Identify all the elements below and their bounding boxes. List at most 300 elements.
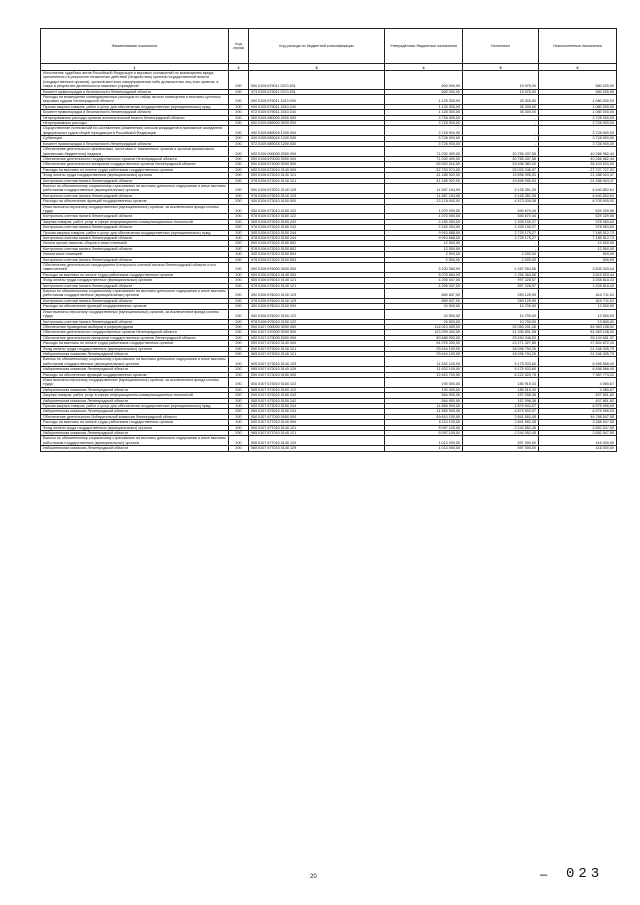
row-approved: 52 753 074,00: [385, 167, 463, 172]
row-approved: 71 032 400,00: [385, 147, 463, 157]
row-line-code: 200: [229, 219, 249, 224]
row-executed: 25 494 248,63: [463, 335, 539, 340]
row-executed: 10 700,00: [463, 309, 539, 319]
row-budget-code: 978 0106 673010 0140 121: [249, 178, 385, 183]
row-executed: 18 096 794,25: [463, 351, 539, 356]
row-name: Непрограммные расходы органов исполнительной власти Ленинградской области: [41, 115, 229, 120]
row-name: Уплата иных платежей: [41, 252, 229, 257]
row-name: Закупка товаров, работ, услуг в сфере информационно-коммуникационных технологий: [41, 393, 229, 398]
row-name: Избирательная комиссия Ленинградской области: [41, 367, 229, 372]
row-approved: 2 183 254,00: [385, 225, 463, 230]
row-line-code: 200: [229, 263, 249, 273]
row-budget-code: 000 0107 677010 0140 129: [249, 436, 385, 446]
row-budget-code: 065 0107 673010 0150 242: [249, 398, 385, 403]
row-unexecuted: 4 080,67: [539, 387, 617, 392]
row-line-code: 200: [229, 183, 249, 193]
row-unexecuted: 13 800,00: [539, 304, 617, 309]
row-approved: 5 100 384,00: [385, 263, 463, 273]
row-approved: 1 013 000,00: [385, 446, 463, 451]
row-name: Контрольно-счетная палата Ленинградской области: [41, 257, 229, 262]
row-executed: 4 879 903,07: [463, 409, 539, 414]
row-approved: 12 610 700,00: [385, 372, 463, 377]
row-unexecuted: 529 329,56: [539, 204, 617, 214]
row-budget-code: 000 0106 670000 0000 000: [249, 156, 385, 161]
row-executed: 2 841 552,45: [463, 420, 539, 425]
row-unexecuted: 13 800,00: [539, 319, 617, 324]
row-name: Расходы на выплаты по оплате труда работников государственных органов: [41, 167, 229, 172]
row-executed: 597 000,00: [463, 446, 539, 451]
row-budget-code: 000 0107 673010 0140 129: [249, 357, 385, 367]
row-approved: 114 013 400,00: [385, 324, 463, 329]
row-unexecuted: 407 801,62: [539, 398, 617, 403]
row-budget-code: 000 0106 673010 0150 244: [249, 230, 385, 235]
row-approved: 11 855 900,00: [385, 409, 463, 414]
row-budget-code: 000 0106 673010 0150 000: [249, 199, 385, 204]
row-approved: 4 206 047,00: [385, 278, 463, 283]
row-approved: 1 125 300,00: [385, 95, 463, 105]
row-line-code: 200: [229, 71, 249, 90]
row-unexecuted: 7 185 512,73: [539, 230, 617, 235]
row-unexecuted: 580 025,00: [539, 89, 617, 94]
row-name: Взносы по обязательному социальному страхованию на выплаты денежного содержания и иные выплаты работникам государственных (муниципальных) органов: [41, 436, 229, 446]
row-line-code: 200: [229, 104, 249, 109]
row-approved: 13 178 942,00: [385, 199, 463, 204]
row-executed: 5 126 351,39: [463, 183, 539, 193]
row-executed: 6 222 920,78: [463, 372, 539, 377]
budget-expense-table: [40, 28, 617, 452]
row-executed: 2 725 175,27: [463, 236, 539, 241]
row-unexecuted: 3 208 818,43: [539, 283, 617, 288]
row-name: Фонд оплаты труда государственных (муниципальных) органов: [41, 278, 229, 283]
row-unexecuted: 6 440 802,61: [539, 193, 617, 198]
row-budget-code: 065 0107 677010 0140 129: [249, 446, 385, 451]
row-line-code: 200: [229, 204, 249, 214]
row-budget-code: 000 0106 673010 0140 000: [249, 167, 385, 172]
row-approved: 65 932 016,00: [385, 162, 463, 167]
row-line-code: 200: [229, 278, 249, 283]
row-unexecuted: 500,00: [539, 252, 617, 257]
row-executed: 259 125,99: [463, 289, 539, 299]
row-budget-code: 000 0106 676010 0140 000: [249, 272, 385, 277]
table-row: [41, 377, 617, 387]
row-executed: 2 841 552,45: [463, 414, 539, 419]
row-approved: 2 500,00: [385, 257, 463, 262]
row-line-code: 200: [229, 257, 249, 262]
row-unexecuted: 1 080 000,00: [539, 110, 617, 115]
row-unexecuted: 6 975 996,93: [539, 409, 617, 414]
row-executed: -: [463, 126, 539, 136]
row-approved: 1 125 300,00: [385, 110, 463, 115]
table-row: [41, 95, 617, 105]
row-budget-code: 000 0106 673010 0150 853: [249, 252, 385, 257]
column-number: 3: [249, 64, 385, 71]
row-approved: 4 206 047,00: [385, 283, 463, 288]
row-unexecuted: 8 705 905,92: [539, 199, 617, 204]
row-line-code: 200: [229, 367, 249, 372]
row-unexecuted: 13 800,00: [539, 309, 617, 319]
row-name: Расходы на обеспечение функций государственных органов: [41, 304, 229, 309]
row-approved: 1 070 000,00: [385, 214, 463, 219]
row-name: Фонд оплаты труда государственных (муниципальных) органов: [41, 173, 229, 178]
row-name: Взносы по обязательному социальному страхованию на выплаты денежного содержания и иные выплаты работникам государственных (муниципальных) органов: [41, 357, 229, 367]
row-approved: 3 728 900,00: [385, 126, 463, 136]
row-name: Контрольно-счетная палата Ленинградской области: [41, 214, 229, 219]
row-unexecuted: 3 728 900,00: [539, 126, 617, 136]
row-unexecuted: 46 768 547,55: [539, 414, 617, 419]
row-executed: 157 098,38: [463, 393, 539, 398]
row-executed: 45 300,00: [463, 110, 539, 115]
row-name: Комитет правопорядка и безопасности Ленинградской области: [41, 89, 229, 94]
row-unexecuted: 580 025,00: [539, 71, 617, 90]
table-row: [41, 147, 617, 157]
row-executed: 597 000,00: [463, 436, 539, 446]
row-line-code: 200: [229, 425, 249, 430]
row-line-code: 200: [229, 147, 249, 157]
row-line-code: 200: [229, 404, 249, 409]
row-budget-code: 000 0105 689015 1200 000: [249, 126, 385, 136]
row-line-code: 200: [229, 136, 249, 141]
table-row: [41, 183, 617, 193]
row-name: Обеспечение деятельности председателя Контрольно-счетной палаты Ленинградской области и его заместителей: [41, 263, 229, 273]
row-executed: 18 096 794,25: [463, 346, 539, 351]
table-row: [41, 357, 617, 367]
row-name: Избирательная комиссия Ленинградской области: [41, 431, 229, 436]
column-number: 5: [463, 64, 539, 71]
row-line-code: 200: [229, 252, 249, 257]
row-approved: 5 097 100,00: [385, 425, 463, 430]
row-executed: 997 228,57: [463, 283, 539, 288]
row-executed: -: [463, 246, 539, 251]
row-approved: 12 500,00: [385, 246, 463, 251]
row-name: Контрольно-счетная палата Ленинградской области: [41, 283, 229, 288]
row-approved: 113 299 400,00: [385, 330, 463, 335]
row-approved: 3 728 900,00: [385, 136, 463, 141]
row-line-code: 200: [229, 420, 249, 425]
row-name: Прочая закупка товаров, работ и услуг для обеспечения государственных (муниципальных) нужд: [41, 104, 229, 109]
row-budget-code: 978 0106 673010 0150 853: [249, 257, 385, 262]
row-line-code: 200: [229, 335, 249, 340]
row-executed: -: [463, 115, 539, 120]
row-name: Контрольно-счетная палата Ленинградской области: [41, 298, 229, 303]
row-budget-code: 000 0107 000000 0000 000: [249, 324, 385, 329]
row-executed: 4 879 903,07: [463, 404, 539, 409]
budget-report-sheet: [40, 28, 616, 452]
row-name: Расходы на возмещение командировочных расходов по найму жилого помещения и выплаты суточных мировым судьям Ленинградской области: [41, 95, 229, 105]
row-approved: 1 125 300,00: [385, 104, 463, 109]
row-approved: 24 500,00: [385, 309, 463, 319]
row-executed: 540 670,44: [463, 204, 539, 214]
row-name: Обеспечение проведения выборов и референдумов: [41, 324, 229, 329]
row-line-code: 200: [229, 289, 249, 299]
row-approved: 600 000,00: [385, 71, 463, 90]
row-approved: 11 632 100,00: [385, 367, 463, 372]
row-executed: 185 919,33: [463, 377, 539, 387]
row-line-code: 200: [229, 351, 249, 356]
row-unexecuted: 1 080 000,00: [539, 95, 617, 105]
row-budget-code: 000 0106 673010 0150 852: [249, 241, 385, 246]
row-name: Расходы на выплаты по оплате труда работников государственных органов: [41, 272, 229, 277]
row-executed: 2 000,00: [463, 252, 539, 257]
row-name: Расходы на обеспечение функций государственных органов: [41, 199, 229, 204]
row-budget-code: 978 0106 676010 0140 129: [249, 298, 385, 303]
row-unexecuted: 2 852 547,55: [539, 431, 617, 436]
row-line-code: 200: [229, 298, 249, 303]
row-budget-code: 000 0107 673010 0140 000: [249, 341, 385, 346]
row-budget-code: 972 0105 689015 1200 530: [249, 141, 385, 146]
row-budget-code: 000 0105 679011 1510 244: [249, 104, 385, 109]
row-name: Избирательная комиссия Ленинградской области: [41, 351, 229, 356]
row-name: Контрольно-счетная палата Ленинградской области: [41, 193, 229, 198]
row-name: Расходы на выплаты по оплате труда работников государственных органов: [41, 341, 229, 346]
row-approved: 11 855 900,00: [385, 404, 463, 409]
row-budget-code: 000 0106 676010 0140 129: [249, 289, 385, 299]
row-approved: 3 728 900,00: [385, 141, 463, 146]
row-name: Обеспечение деятельности аппаратов государственных органов Ленинградской области: [41, 335, 229, 340]
row-line-code: 200: [229, 304, 249, 309]
row-name: Комитет правопорядка и безопасности Ленинградской области: [41, 110, 229, 115]
row-name: Обеспечение деятельности Избирательной комиссии Ленинградской области: [41, 414, 229, 419]
row-budget-code: 978 0106 673010 0150 122: [249, 214, 385, 219]
row-executed: 997 228,57: [463, 278, 539, 283]
row-budget-code: 978 0106 676010 0140 121: [249, 283, 385, 288]
row-line-code: 200: [229, 115, 249, 120]
row-name: Иные выплаты персоналу государственных (муниципальных) органов, за исключением фонда оплаты труда: [41, 309, 229, 319]
table-row: [41, 289, 617, 299]
row-line-code: 200: [229, 398, 249, 403]
row-executed: 31 335 801,08: [463, 330, 539, 335]
row-unexecuted: 12 500,00: [539, 241, 617, 246]
row-approved: 564 900,00: [385, 393, 463, 398]
row-name: Контрольно-счетная палата Ленинградской области: [41, 246, 229, 251]
row-budget-code: 000 0107 677000 0000 000: [249, 414, 385, 419]
row-budget-code: 000 0106 673000 0000 000: [249, 162, 385, 167]
stamp-dash: —: [540, 868, 548, 882]
row-unexecuted: 21 348 305,75: [539, 346, 617, 351]
row-unexecuted: 3 728 900,00: [539, 141, 617, 146]
row-line-code: 200: [229, 341, 249, 346]
row-executed: 5 126 351,39: [463, 193, 539, 198]
row-unexecuted: 3 268 547,55: [539, 420, 617, 425]
row-executed: 30 765 437,58: [463, 147, 539, 157]
row-line-code: 200: [229, 436, 249, 446]
row-executed: 5 175 533,60: [463, 367, 539, 372]
table-row: [41, 204, 617, 214]
row-executed: 1 267 054,56: [463, 263, 539, 273]
row-name: Расходы на выплаты по оплате труда работников государственных органов: [41, 420, 229, 425]
row-budget-code: 000 0105 679011 0370 831: [249, 71, 385, 90]
row-name: Контрольно-счетная палата Ленинградской области: [41, 236, 229, 241]
row-approved: 600 000,00: [385, 89, 463, 94]
row-name: Комитет правопорядка и безопасности Ленинградской области: [41, 141, 229, 146]
row-executed: -: [463, 136, 539, 141]
row-approved: 24 500,00: [385, 304, 463, 309]
row-unexecuted: 1 080 000,00: [539, 104, 617, 109]
row-unexecuted: 4 080,67: [539, 377, 617, 387]
row-name: Контрольно-счетная палата Ленинградской области: [41, 319, 229, 324]
row-budget-code: 000 0107 673010 0140 121: [249, 346, 385, 351]
row-approved: 41 185 922,00: [385, 178, 463, 183]
row-unexecuted: 36 433 633,00: [539, 162, 617, 167]
row-line-code: 200: [229, 246, 249, 251]
row-line-code: 200: [229, 330, 249, 335]
row-unexecuted: 3 728 900,00: [539, 136, 617, 141]
row-executed: 1 205 190,37: [463, 219, 539, 224]
row-executed: 185 919,33: [463, 387, 539, 392]
row-name: Прочая закупка товаров, работ и услуг для обеспечения государственных (муниципальных) нужд: [41, 404, 229, 409]
header-executed: Исполнено: [463, 29, 539, 64]
row-executed: 19 896 995,53: [463, 173, 539, 178]
row-budget-code: 978 0106 673010 0150 242: [249, 225, 385, 230]
row-name: Избирательная комиссия Ленинградской области: [41, 409, 229, 414]
row-line-code: 200: [229, 110, 249, 115]
row-name: Исполнение судебных актов Российской Федерации и мировых соглашений по возмещению вреда, причиненного в результате незаконных действий (бездействия) органов государственной власти (государственных органов), органов местного самоуправления либо должностных лиц этих органов, а также в результате деятельности казенных учреждений: [41, 71, 229, 90]
row-approved: 51 076 200,00: [385, 341, 463, 346]
header-indicator-name: Наименование показателя: [41, 29, 229, 64]
row-line-code: 200: [229, 156, 249, 161]
row-budget-code: 000 0106 673010 0140 121: [249, 173, 385, 178]
row-unexecuted: 3 728 900,00: [539, 115, 617, 120]
row-executed: 10 700,00: [463, 304, 539, 309]
row-budget-code: 000 0105 689015 1200 530: [249, 136, 385, 141]
row-budget-code: 978 0106 676010 0150 122: [249, 319, 385, 324]
row-unexecuted: 21 288 924,47: [539, 173, 617, 178]
row-budget-code: 065 0107 673010 0140 121: [249, 351, 385, 356]
row-name: Осуществление полномочий по составлению (изменению) списков кандидатов в присяжные заседатели федеральных судов общей юрисдикции в Российской Федерации: [41, 126, 229, 136]
row-budget-code: 000 0106 673010 0150 122: [249, 204, 385, 214]
row-budget-code: 065 0107 677010 0140 121: [249, 431, 385, 436]
row-name: Непрограммные расходы: [41, 121, 229, 126]
row-budget-code: 000 0106 676010 0140 121: [249, 278, 385, 283]
row-unexecuted: 81 963 198,92: [539, 324, 617, 329]
row-approved: 11 567 154,00: [385, 193, 463, 198]
row-budget-code: 978 0106 673010 0140 129: [249, 193, 385, 198]
row-unexecuted: 40 266 962,44: [539, 156, 617, 161]
row-approved: 6 110 100,00: [385, 420, 463, 425]
row-executed: 19 975,00: [463, 71, 539, 90]
row-line-code: 200: [229, 357, 249, 367]
row-unexecuted: 6 975 996,93: [539, 404, 617, 409]
row-budget-code: 000 0105 689000 0000 000: [249, 121, 385, 126]
row-line-code: 200: [229, 193, 249, 198]
row-approved: 41 185 922,00: [385, 173, 463, 178]
row-executed: 259 125,99: [463, 298, 539, 303]
row-approved: 9 910 688,00: [385, 230, 463, 235]
row-executed: 2 244 552,45: [463, 431, 539, 436]
row-approved: 12 500,00: [385, 241, 463, 246]
row-unexecuted: 2 852 547,55: [539, 425, 617, 430]
row-budget-code: 000 0107 677010 0140 000: [249, 420, 385, 425]
row-budget-code: 972 0105 679011 1510 244: [249, 110, 385, 115]
row-unexecuted: 35 194 651,37: [539, 335, 617, 340]
row-name: Обеспечение деятельности аппаратов государственных органов Ленинградской области: [41, 162, 229, 167]
row-budget-code: 000 0106 673010 0150 242: [249, 219, 385, 224]
row-approved: 190 000,00: [385, 387, 463, 392]
row-unexecuted: 6 456 566,40: [539, 367, 617, 372]
row-executed: 540 670,44: [463, 214, 539, 219]
row-line-code: 200: [229, 167, 249, 172]
table-row: [41, 309, 617, 319]
row-line-code: 200: [229, 309, 249, 319]
row-approved: 869 837,00: [385, 289, 463, 299]
row-executed: -: [463, 141, 539, 146]
column-number: 1: [41, 64, 229, 71]
row-approved: 39 444 100,00: [385, 346, 463, 351]
row-executed: 23 271 327,85: [463, 341, 539, 346]
row-executed: 157 098,38: [463, 398, 539, 403]
row-approved: 39 444 100,00: [385, 351, 463, 356]
row-executed: 5 175 533,60: [463, 357, 539, 367]
row-unexecuted: 416 000,00: [539, 436, 617, 446]
row-executed: 29 498 383,00: [463, 162, 539, 167]
row-unexecuted: 610 711,01: [539, 289, 617, 299]
row-line-code: 200: [229, 173, 249, 178]
row-executed: -: [463, 241, 539, 246]
row-budget-code: 000 0107 670000 0000 000: [249, 330, 385, 335]
stamp-number: 023: [566, 866, 604, 882]
row-name: Уплата прочих налогов, сборов и иных платежей: [41, 241, 229, 246]
row-unexecuted: 6 456 566,40: [539, 357, 617, 367]
row-line-code: 200: [229, 377, 249, 387]
row-executed: 1 256 364,56: [463, 272, 539, 277]
row-line-code: 200: [229, 372, 249, 377]
row-unexecuted: 81 963 198,92: [539, 330, 617, 335]
row-unexecuted: 7 387 779,22: [539, 372, 617, 377]
row-approved: 60 688 900,00: [385, 335, 463, 340]
row-line-code: 200: [229, 225, 249, 230]
row-approved: 3 728 900,00: [385, 115, 463, 120]
row-approved: 11 567 154,00: [385, 183, 463, 193]
row-executed: 2 725 175,27: [463, 230, 539, 235]
table-row: [41, 446, 617, 451]
row-name: Иные выплаты персоналу государственных (муниципальных) органов, за исключением фонда оплаты труда: [41, 377, 229, 387]
row-unexecuted: 6 440 802,61: [539, 183, 617, 193]
row-budget-code: 000 0105 680000 0000 000: [249, 115, 385, 120]
row-executed: 10 700,00: [463, 319, 539, 324]
row-budget-code: 000 0107 673010 0150 122: [249, 377, 385, 387]
table-header-row: [41, 29, 617, 64]
row-executed: 19 975,00: [463, 89, 539, 94]
row-unexecuted: 12 500,00: [539, 246, 617, 251]
row-approved: 11 632 100,00: [385, 357, 463, 367]
row-name: Фонд оплаты труда государственных (муниципальных) органов: [41, 425, 229, 430]
row-name: Субвенции: [41, 136, 229, 141]
row-name: Избирательная комиссия Ленинградской области: [41, 387, 229, 392]
row-approved: 1 013 000,00: [385, 436, 463, 446]
column-number-row: [41, 64, 617, 71]
row-name: Обеспечение деятельности государственных органов Ленинградской области: [41, 156, 229, 161]
row-line-code: 200: [229, 199, 249, 204]
row-unexecuted: 27 727 727,03: [539, 167, 617, 172]
column-number: 2: [229, 64, 249, 71]
row-line-code: 200: [229, 162, 249, 167]
row-name: Расходы на обеспечение функций государственных органов: [41, 372, 229, 377]
row-unexecuted: 40 266 962,44: [539, 147, 617, 157]
row-line-code: 200: [229, 324, 249, 329]
row-budget-code: 000 0106 676010 0150 000: [249, 304, 385, 309]
row-budget-code: 065 0107 673010 0140 129: [249, 367, 385, 372]
row-approved: 564 900,00: [385, 398, 463, 403]
row-line-code: 200: [229, 141, 249, 146]
row-budget-code: 000 0107 673010 0150 244: [249, 404, 385, 409]
row-line-code: 200: [229, 126, 249, 136]
column-number: 4: [385, 64, 463, 71]
header-unexecuted: Неисполненные назначения: [539, 29, 617, 64]
row-unexecuted: 500,00: [539, 257, 617, 262]
row-line-code: 200: [229, 387, 249, 392]
row-line-code: 200: [229, 214, 249, 219]
row-unexecuted: 416 000,00: [539, 446, 617, 451]
header-budget-code: Код расхода по бюджетной классификации: [249, 29, 385, 64]
